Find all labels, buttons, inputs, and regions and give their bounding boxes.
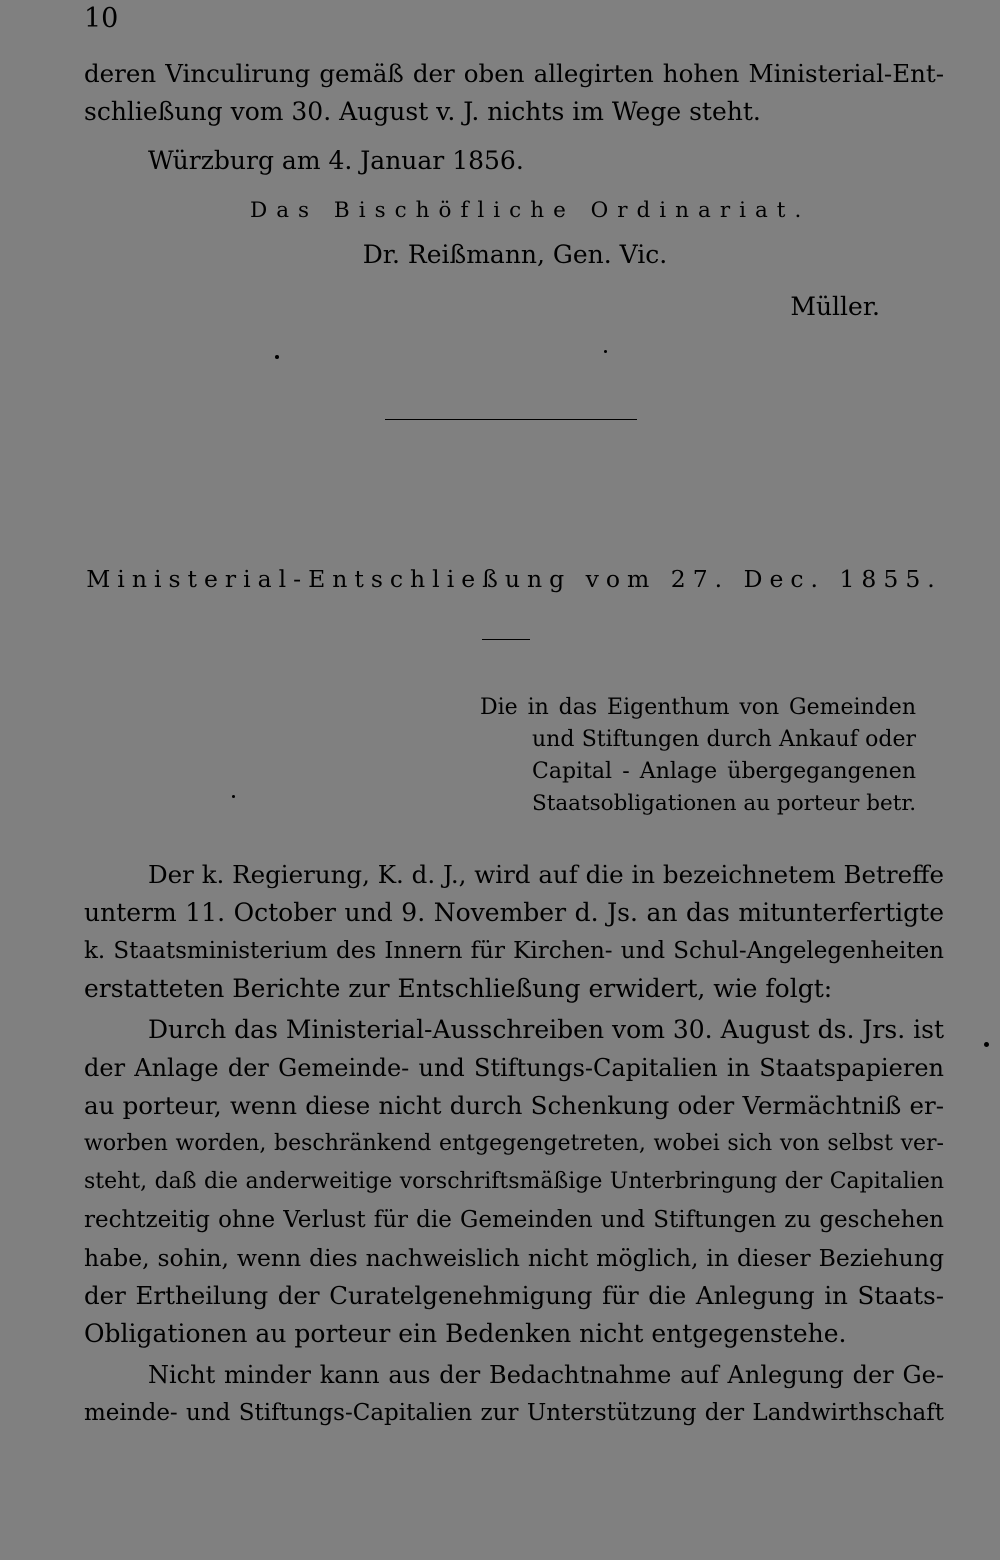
text-line: Nicht minder kann aus der Bedachtnahme auf Anlegung der Ge- bbox=[148, 1361, 944, 1389]
text-line: worben worden, beschränkend entgegengetreten, wobei sich von selbst ver- bbox=[84, 1131, 944, 1156]
text-line: Durch das Ministerial-Ausschreiben vom 30. August ds. Jrs. ist bbox=[148, 1015, 944, 1044]
section-heading: Ministerial-Entschließung vom 27. Dec. 1855. bbox=[86, 565, 942, 593]
text-line: rechtzeitig ohne Verlust für die Gemeinden und Stiftungen zu geschehen bbox=[84, 1207, 944, 1233]
text-line: Der k. Regierung, K. d. J., wird auf die in bezeichnetem Betreffe bbox=[148, 860, 944, 889]
text-line: meinde- und Stiftungs-Capitalien zur Unterstützung der Landwirthschaft bbox=[84, 1400, 944, 1426]
scan-speck bbox=[232, 795, 235, 798]
place-date: Würzburg am 4. Januar 1856. bbox=[148, 146, 524, 175]
signatory-secretary: Müller. bbox=[790, 292, 880, 321]
text-line: der Anlage der Gemeinde- und Stiftungs-Capitalien in Staatspapieren bbox=[84, 1054, 944, 1082]
text-line: erstatteten Berichte zur Entschließung erwidert, wie folgt: bbox=[84, 974, 833, 1003]
subject-line: Capital - Anlage übergegangenen bbox=[532, 759, 916, 784]
issuer: Das Bischöfliche Ordinariat. bbox=[250, 198, 811, 223]
page-number: 10 bbox=[84, 3, 119, 34]
text-line: der Ertheilung der Curatelgenehmigung für die Anlegung in Staats- bbox=[84, 1281, 944, 1310]
text-line: unterm 11. October und 9. November d. Js. an das mitunterfertigte bbox=[84, 898, 944, 927]
text-line: steht, daß die anderweitige vorschriftsmäßige Unterbringung der Capitalien bbox=[84, 1169, 944, 1194]
text-line: k. Staatsministerium des Innern für Kirchen- und Schul-Angelegenheiten bbox=[84, 938, 944, 964]
section-separator bbox=[385, 419, 637, 420]
text-line: au porteur, wenn diese nicht durch Schenkung oder Vermächtniß er- bbox=[84, 1091, 944, 1120]
text-line: habe, sohin, wenn dies nachweislich nicht möglich, in dieser Beziehung bbox=[84, 1244, 944, 1272]
scan-speck bbox=[275, 355, 279, 359]
subject-line: Die in das Eigenthum von Gemeinden bbox=[480, 695, 916, 720]
heading-rule bbox=[482, 639, 530, 640]
subject-line: Staatsobligationen au porteur betr. bbox=[532, 791, 917, 816]
scan-speck bbox=[984, 1042, 989, 1047]
subject-line: und Stiftungen durch Ankauf oder bbox=[532, 727, 916, 752]
text-line: deren Vinculirung gemäß der oben allegirten hohen Ministerial-Ent- bbox=[84, 59, 944, 88]
scan-speck bbox=[604, 350, 607, 353]
text-line: schließung vom 30. August v. J. nichts im Wege steht. bbox=[84, 97, 761, 126]
signatory-vicar: Dr. Reißmann, Gen. Vic. bbox=[362, 240, 668, 269]
text-line: Obligationen au porteur ein Bedenken nicht entgegenstehe. bbox=[84, 1319, 847, 1348]
